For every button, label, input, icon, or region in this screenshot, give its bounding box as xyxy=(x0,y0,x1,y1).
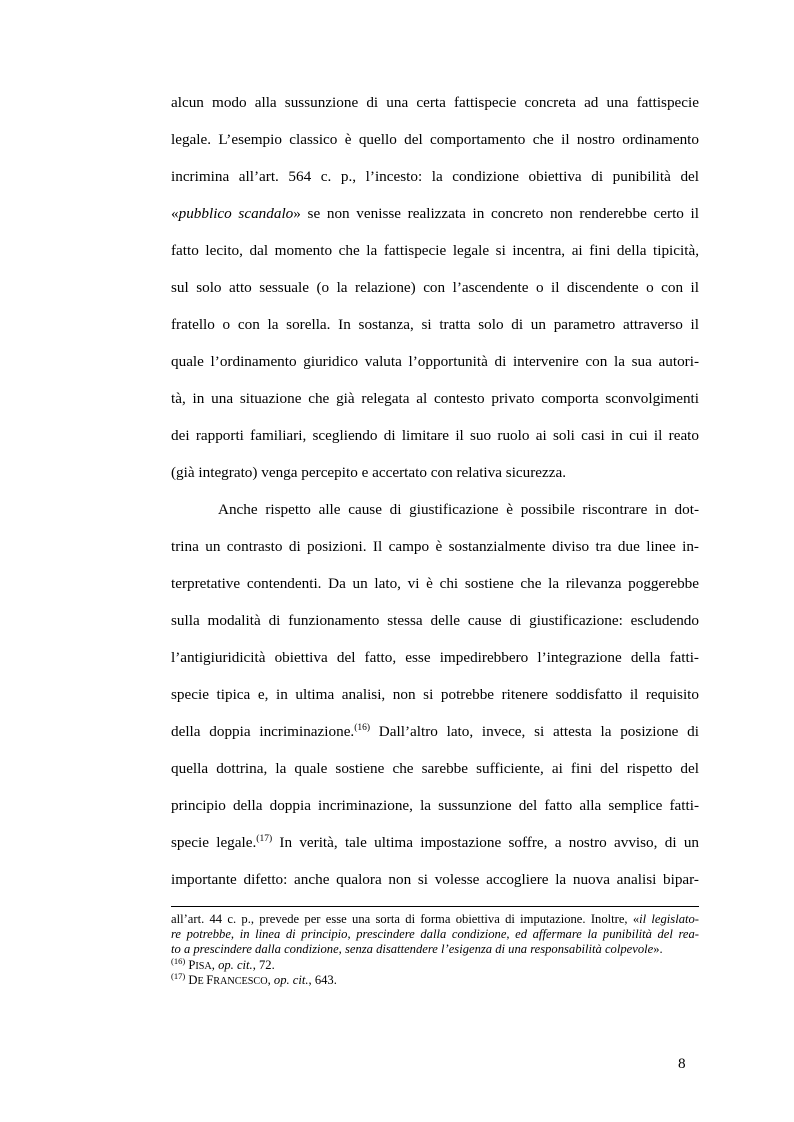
footnote-number: (16) xyxy=(171,956,186,966)
body-line: tà, in una situazione che già relegata al contesto privato comporta sconvolgimenti xyxy=(171,390,699,407)
body-line: importante difetto: anche qualora non si volesse accogliere la nuova analisi bipar- xyxy=(171,871,699,888)
citation: op. cit. xyxy=(273,973,309,987)
body-text-span: se non venisse realizzata in concreto non renderebbe certo il xyxy=(300,205,699,222)
body-line: (già integrato) venga percepito e accertato con relativa sicurezza. xyxy=(171,464,567,481)
footnote-line xyxy=(171,927,699,942)
body-line: fatto lecito, dal momento che la fattispecie legale si incentra, ai fini della tipicità, xyxy=(171,242,699,259)
footnote-reference[interactable]: (16) xyxy=(354,723,371,733)
body-line: quella dottrina, la quale sostiene che sarebbe sufficiente, ai fini del rispetto del xyxy=(171,760,699,777)
footnote-text: ». xyxy=(653,942,663,956)
footnote-separator-text: , xyxy=(267,973,274,987)
citation-page: , 643. xyxy=(308,973,337,987)
author-initial: D xyxy=(188,973,198,987)
footnote-italic: il legislato- xyxy=(639,912,699,926)
footnote-17 xyxy=(171,973,699,988)
footnote-italic: re potrebbe, in linea di principio, prescindere dalla condizione, ed affermare la punibilità del rea- xyxy=(171,927,699,941)
footnote-16 xyxy=(171,958,699,973)
body-line: alcun modo alla sussunzione di una certa fattispecie concreta ad una fattispecie xyxy=(171,94,699,111)
body-line xyxy=(171,722,699,742)
body-line: principio della doppia incriminazione, la sussunzione del fatto alla semplice fatti- xyxy=(171,797,699,814)
body-line: l’antigiuridicità obiettiva del fatto, esse impedirebbero l’integrazione della fatti- xyxy=(171,649,699,666)
body-line: sul solo atto sessuale (o la relazione) con l’ascendente o il discendente o con il xyxy=(171,279,699,296)
author-smallcaps: E xyxy=(197,976,207,987)
body-line xyxy=(171,204,699,224)
body-line: trina un contrasto di posizioni. Il campo è sostanzialmente diviso tra due linee in- xyxy=(171,538,699,555)
author-smallcaps: RANCESCO xyxy=(213,976,268,987)
body-line: legale. L’esempio classico è quello del comportamento che il nostro ordinamento xyxy=(171,131,699,148)
footnote-separator-text: , xyxy=(211,958,219,972)
footnote-line xyxy=(171,912,699,927)
author-smallcaps: ISA xyxy=(195,961,212,972)
body-text-span: specie legale. xyxy=(171,834,257,851)
footnote-separator xyxy=(171,906,699,907)
body-text-span: Dall’altro lato, invece, si attesta la posizione di xyxy=(370,723,699,740)
author-initial: P xyxy=(188,958,196,972)
italic-term: pubblico scandalo xyxy=(178,205,294,222)
body-line: dei rapporti familiari, scegliendo di limitare il suo ruolo ai soli casi in cui il reato xyxy=(171,427,699,444)
body-line: Anche rispetto alle cause di giustificazione è possibile riscontrare in dot- xyxy=(218,501,699,518)
footnote-text: all’art. 44 c. p., prevede per esse una sorta di forma obiettiva di imputazione. Inoltre, « xyxy=(171,912,640,926)
quote-open: « xyxy=(171,205,179,222)
body-line: incrimina all’art. 564 c. p., l’incesto: la condizione obiettiva di punibilità del xyxy=(171,168,699,185)
body-text-span: della doppia incriminazione. xyxy=(171,723,355,740)
body-line: fratello o con la sorella. In sostanza, si tratta solo di un parametro attraverso il xyxy=(171,316,699,333)
footnote-italic: to a prescindere dalla condizione, senza disattendere l’esigenza di una responsabilità colpevole xyxy=(171,942,654,956)
quote-close: » xyxy=(293,205,301,222)
footnote-reference[interactable]: (17) xyxy=(256,834,273,844)
body-text-span: In verità, tale ultima impostazione soffre, a nostro avviso, di un xyxy=(272,834,700,851)
footnote-line xyxy=(171,942,699,957)
body-line: specie tipica e, in ultima analisi, non si potrebbe ritenere soddisfatto il requisito xyxy=(171,686,699,703)
citation-page: , 72. xyxy=(252,958,275,972)
author-initial: F xyxy=(206,973,214,987)
footnote-number: (17) xyxy=(171,971,186,981)
citation: op. cit. xyxy=(218,958,253,972)
body-line xyxy=(171,833,699,853)
body-line: sulla modalità di funzionamento stessa delle cause di giustificazione: escludendo xyxy=(171,612,699,629)
body-line: quale l’ordinamento giuridico valuta l’opportunità di intervenire con la sua autori- xyxy=(171,353,699,370)
body-line: terpretative contendenti. Da un lato, vi è chi sostiene che la rilevanza poggerebbe xyxy=(171,575,699,592)
page-number: 8 xyxy=(678,1055,686,1072)
